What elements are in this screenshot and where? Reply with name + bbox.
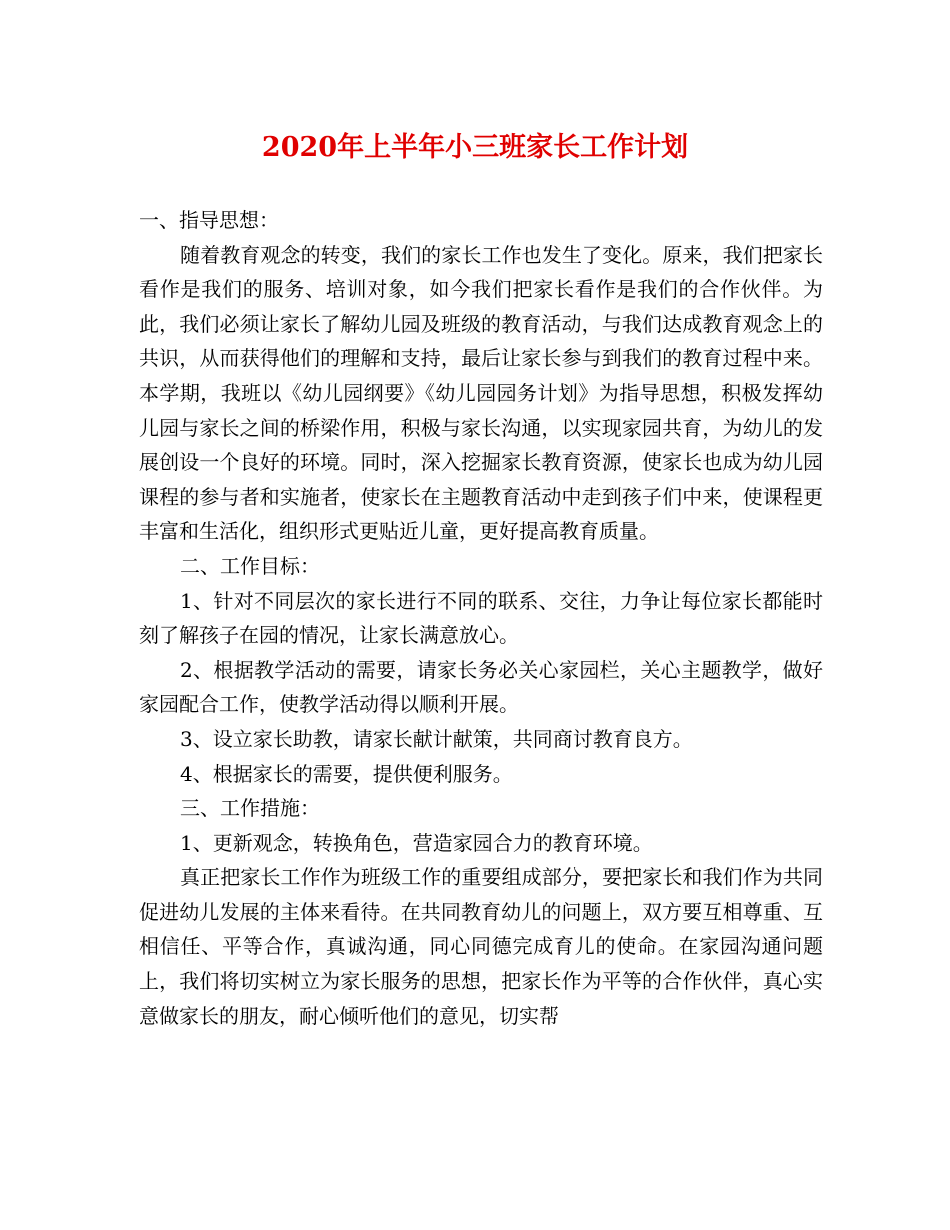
goal-item-1: 1、针对不同层次的家长进行不同的联系、交往，力争让每位家长都能时刻了解孩子在园的情况，让家长满意放心。 — [139, 588, 823, 648]
section-heading-work-measures: 三、工作措施： — [180, 796, 320, 821]
body-paragraph: 真正把家长工作作为班级工作的重要组成部分，要把家长和我们作为共同促进幼儿发展的主体来看待。在共同教育幼儿的问题上，双方要互相尊重、互相信任、平等合作，真诚沟通，同心同德完成育儿的使命。在家园沟通问题上，我们将切实树立为家长服务的思想，把家长作为平等的合作伙伴，真心实意做家长的朋友，耐心倾听他们的意见，切实帮 — [139, 865, 823, 1028]
goal-item-2: 2、根据教学活动的需要，请家长务必关心家园栏，关心主题教学，做好家园配合工作，使教学活动得以顺利开展。 — [139, 657, 823, 717]
goal-item-4: 4、根据家长的需要，提供便利服务。 — [180, 761, 513, 786]
goal-item-3: 3、设立家长助教，请家长献计献策，共同商讨教育良方。 — [180, 726, 693, 751]
document-title: 2020年上半年小三班家长工作计划 — [261, 132, 689, 163]
section-heading-guiding-thought: 一、指导思想： — [139, 208, 279, 232]
measure-item-1: 1、更新观念，转换角色，营造家园合力的教育环境。 — [180, 830, 653, 855]
document-body — [139, 203, 823, 1033]
section-heading-work-goals: 二、工作目标： — [180, 553, 320, 578]
body-paragraph: 随着教育观念的转变，我们的家长工作也发生了变化。原来，我们把家长看作是我们的服务、培训对象，如今我们把家长看作是我们的合作伙伴。为此，我们必须让家长了解幼儿园及班级的教育活动，与我们达成教育观念上的共识，从而获得他们的理解和支持，最后让家长参与到我们的教育过程中来。本学期，我班以《幼儿园纲要》《幼儿园园务计划》为指导思想，积极发挥幼儿园与家长之间的桥梁作用，积极与家长沟通，以实现家园共育，为幼儿的发展创设一个良好的环境。同时，深入挖掘家长教育资源，使家长也成为幼儿园课程的参与者和实施者，使家长在主题教育活动中走到孩子们中来，使课程更丰富和生活化，组织形式更贴近儿童，更好提高教育质量。 — [139, 242, 823, 544]
